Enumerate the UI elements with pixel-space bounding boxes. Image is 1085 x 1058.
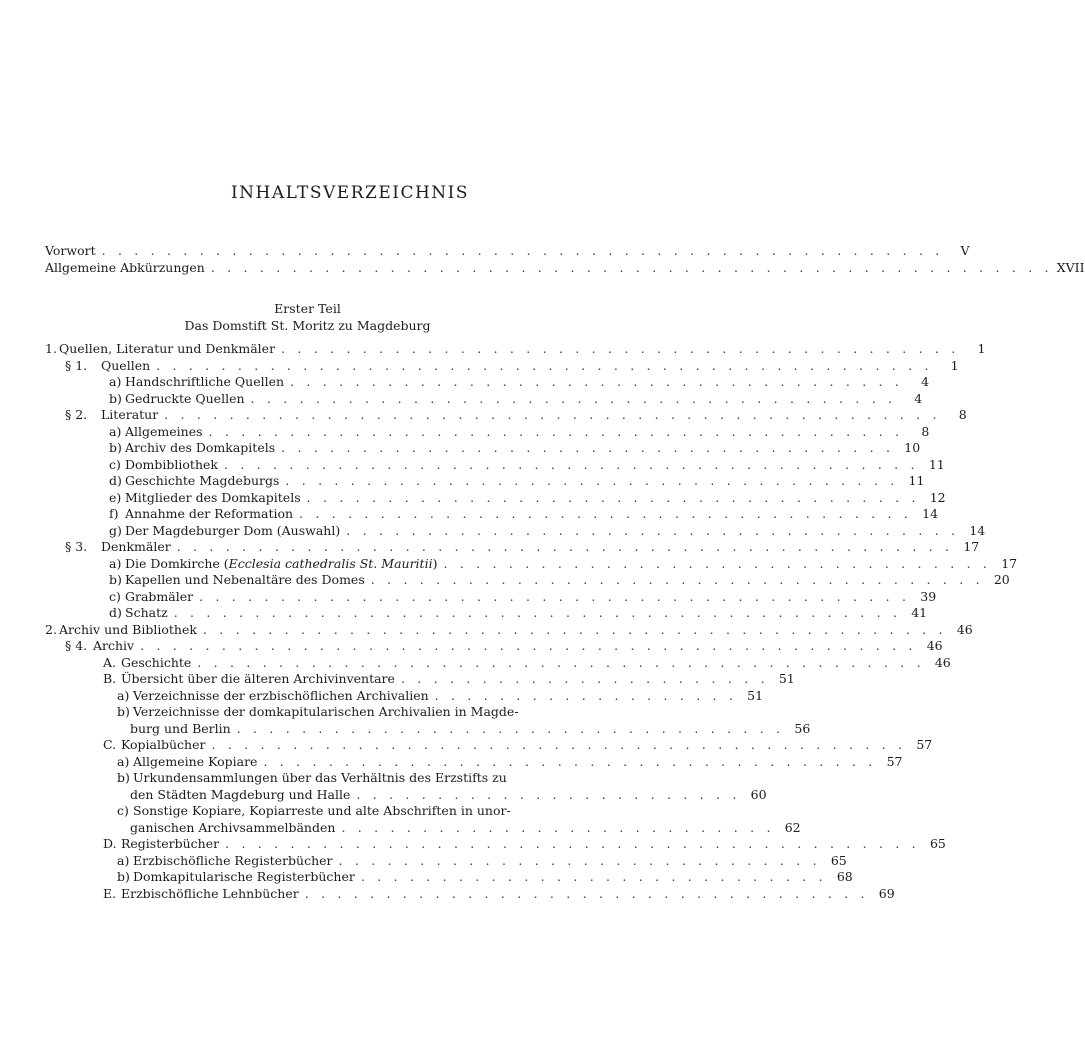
toc-entry-text: Gedruckte Quellen bbox=[125, 390, 245, 406]
toc-page-number: 10 bbox=[904, 440, 921, 455]
toc-entry-text: Allgemeine Kopiare bbox=[133, 753, 258, 769]
dot-leader: . . . . . . . . . . . . . . . . . . . . . . . . . . . . . . . . . . . . . . bbox=[290, 374, 904, 389]
toc-entry-text: Literatur bbox=[101, 407, 159, 422]
toc-page-number: 46 bbox=[934, 654, 951, 670]
toc-entry-text: Allgemeine Abkürzungen bbox=[45, 259, 205, 275]
toc-entry-text: Kopialbücher bbox=[121, 737, 206, 752]
toc-page-number: 51 bbox=[778, 671, 795, 686]
toc-entry-text: Mitglieder des Domkapitels bbox=[125, 489, 301, 505]
dot-leader: . . . . . . . . . . . . . . . . . . . . . . . . . . . . . . . . . . . . . . . . . . . . . bbox=[197, 654, 925, 670]
toc-entry-continuation[interactable] bbox=[45, 720, 811, 738]
dot-leader: . . . . . . . . . . . . . . . . . . . . . . . . . . . bbox=[341, 819, 775, 835]
dot-leader: . . . . . . . . . . . . . . . . . . . . . . . . . . . . . . . . . . bbox=[443, 555, 992, 571]
toc-entry-number: a) bbox=[109, 374, 122, 389]
toc-entry-text: Dombibliothek bbox=[125, 456, 218, 472]
toc-entry-number: a) bbox=[117, 753, 130, 769]
toc-entry[interactable] bbox=[45, 885, 895, 903]
toc-entry-text: burg und Berlin bbox=[130, 720, 231, 736]
toc-entry[interactable] bbox=[45, 456, 945, 474]
dot-leader: . . . . . . . . . . . . . . . . . . . . . . . . . . . . . . . . . . . . . . . . . . . . . bbox=[173, 605, 902, 620]
toc-entry-text: ganischen Archivsammelbänden bbox=[130, 819, 336, 835]
toc-entry[interactable] bbox=[45, 654, 951, 672]
toc-entry-text: Registerbücher bbox=[121, 836, 220, 851]
toc-entry[interactable] bbox=[45, 440, 921, 457]
part-title: Das Domstift St. Moritz zu Magdeburg bbox=[184, 318, 431, 333]
dot-leader: . . . . . . . . . . . . . . . . . . . . . . . . . . . . . . . . . . . . . . . . . . . . . . bbox=[202, 621, 947, 637]
dot-leader: . . . . . . . . . . . . . . . . . . . . . . . . . . . . . . . . . . . . . . bbox=[263, 753, 877, 769]
toc-page-number: 14 bbox=[969, 522, 986, 538]
toc-entry-number: e) bbox=[109, 489, 122, 505]
dot-leader: . . . . . . . . . . . . . . . . . . . . . . . . . . . . . . . . . . . . . . . . . . bbox=[281, 341, 960, 356]
dot-leader: . . . . . . . . . . . . . . . . . . . . . . . . . . . . . . . . . . . . . . . . . . . . . . . . bbox=[140, 638, 917, 653]
toc-entry[interactable] bbox=[45, 605, 928, 622]
dot-leader: . . . . . . . . . . . . . . . . . . . . . . . . . . . . . . . . . . . . . . bbox=[281, 440, 895, 455]
toc-entry-text: Geschichte Magdeburgs bbox=[125, 473, 280, 488]
dot-leader: . . . . . . . . . . . . . . . . . . . bbox=[434, 687, 738, 703]
toc-entry-number: b) bbox=[109, 572, 122, 587]
dot-leader: . . . . . . . . . . . . . . . . . . . . . . . . . . . . . . . . . . . . . . . . . . . bbox=[208, 423, 904, 439]
toc-entry-number: E. bbox=[103, 885, 117, 901]
toc-entry-number: D. bbox=[103, 836, 117, 851]
toc-page-number: 20 bbox=[993, 572, 1010, 587]
page-title: INHALTSVERZEICHNIS bbox=[230, 183, 470, 203]
toc-entry-text: Allgemeines bbox=[125, 423, 203, 439]
toc-entry-continuation[interactable] bbox=[45, 819, 801, 837]
toc-entry-number: c) bbox=[109, 456, 121, 472]
toc-entry[interactable] bbox=[45, 638, 943, 655]
toc-entry[interactable] bbox=[45, 506, 939, 523]
dot-leader: . . . . . . . . . . . . . . . . . . . . . . . . . . . . . . . . . . . . . . . . . . . bbox=[225, 836, 920, 851]
toc-entry-number: § 4. bbox=[65, 638, 88, 653]
part-heading bbox=[45, 300, 570, 334]
toc-entry-number: a) bbox=[109, 423, 122, 439]
toc-entry-text: Archiv bbox=[93, 638, 135, 653]
dot-leader: . . . . . . . . . . . . . . . . . . . . . . . . . . . . . . . . . . . . . . . . . . . . . . . . bbox=[164, 407, 941, 422]
toc-entry-number: c) bbox=[109, 588, 121, 604]
toc-page-number: 4 bbox=[921, 374, 930, 389]
dot-leader: . . . . . . . . . . . . . . . . . . . . . . . . . . . . . . bbox=[338, 852, 821, 868]
toc-entry-text: Urkundensammlungen über das Verhältnis des Erzstifts zu bbox=[133, 770, 507, 785]
front-matter-list bbox=[45, 243, 1085, 276]
dot-leader: . . . . . . . . . . . . . . . . . . . . . . . . . . . . . . . . . . bbox=[236, 720, 785, 736]
toc-entry-number: § 1. bbox=[65, 357, 88, 373]
toc-entry-number: B. bbox=[103, 671, 117, 686]
toc-entry[interactable] bbox=[45, 869, 853, 886]
toc-entry-number: a) bbox=[109, 555, 122, 571]
toc-entry-number: a) bbox=[117, 852, 130, 868]
toc-entry[interactable] bbox=[45, 374, 930, 391]
toc-entry-number: 2. bbox=[45, 621, 57, 637]
toc-entry-number: d) bbox=[109, 473, 122, 488]
toc-entry[interactable] bbox=[45, 621, 973, 639]
toc-entry-text: Annahme der Reformation bbox=[125, 506, 294, 521]
toc-page-number: 62 bbox=[784, 819, 801, 835]
toc-entry-text: Denkmäler bbox=[101, 539, 171, 554]
toc-entry-vorwort[interactable] bbox=[45, 243, 970, 260]
dot-leader: . . . . . . . . . . . . . . . . . . . . . . . . . . . . . . . . . . . . . . bbox=[285, 473, 899, 488]
toc-page-number: 57 bbox=[916, 737, 933, 752]
toc-text-italic: Ecclesia cathedralis St. Mauritii bbox=[228, 555, 433, 571]
toc-entry-number: C. bbox=[103, 737, 117, 752]
toc-page-number: 65 bbox=[830, 852, 847, 868]
toc-entry-text: Übersicht über die älteren Archivinventare bbox=[121, 671, 395, 686]
toc-entry-text: Archiv und Bibliothek bbox=[59, 621, 197, 637]
toc-page-number: 46 bbox=[926, 638, 943, 653]
toc-entry[interactable] bbox=[45, 687, 764, 705]
toc-entry[interactable] bbox=[45, 555, 1018, 573]
toc-page-number: 17 bbox=[963, 539, 980, 554]
dot-leader: . . . . . . . . . . . . . . . . . . . . . . . . . . . . . . . . . . . bbox=[304, 885, 869, 901]
toc-entry-text: Verzeichnisse der domkapitularischen Archivalien in Magde- bbox=[133, 704, 519, 719]
toc-entry[interactable] bbox=[45, 473, 925, 490]
toc-entry-number: 1. bbox=[45, 341, 57, 356]
toc-entry-text: Archiv des Domkapitels bbox=[125, 440, 276, 455]
toc-page-number: 8 bbox=[921, 423, 930, 439]
dot-leader: . . . . . . . . . . . . . . . . . . . . . . . bbox=[400, 671, 769, 686]
toc-entry-number: b) bbox=[117, 704, 130, 719]
toc-page-number: V bbox=[960, 243, 970, 258]
toc-entry-number: § 2. bbox=[65, 407, 88, 422]
toc-page-number: 12 bbox=[929, 489, 946, 505]
dot-leader: . . . . . . . . . . . . . . . . . . . . . . . . . . . . . . . . . . . . . . . . bbox=[250, 390, 897, 406]
toc-page-number: 1 bbox=[950, 357, 959, 373]
toc-entry-number: d) bbox=[109, 605, 122, 620]
toc-entry[interactable] bbox=[45, 341, 986, 358]
toc-page-number: 60 bbox=[750, 786, 767, 802]
toc-entry[interactable] bbox=[45, 539, 980, 556]
dot-leader: . . . . . . . . . . . . . . . . . . . . . . . . . . . . . . . . . . . . . . bbox=[346, 522, 960, 538]
toc-entry[interactable] bbox=[45, 588, 937, 606]
toc-page-number: 39 bbox=[920, 588, 937, 604]
dot-leader: . . . . . . . . . . . . . . . . . . . . . . . . . . . . . . . . . . . . . . . . . . . . . . . . . . . . bbox=[210, 259, 1053, 275]
toc-page-number: 11 bbox=[928, 456, 945, 472]
toc-page-number: 56 bbox=[794, 720, 811, 736]
toc-entry-text: Der Magdeburger Dom (Auswahl) bbox=[125, 522, 341, 538]
toc-entry-continuation[interactable] bbox=[45, 786, 767, 804]
toc-entry[interactable] bbox=[45, 836, 946, 853]
toc-entry-text: Erzbischöfliche Registerbücher bbox=[133, 852, 333, 868]
toc-entry-text: Verzeichnisse der erzbischöflichen Archivalien bbox=[133, 687, 429, 703]
dot-leader: . . . . . . . . . . . . . . . . . . . . . . . . . . . . . . . . . . . . . . bbox=[306, 489, 920, 505]
toc-entry[interactable] bbox=[45, 357, 959, 375]
toc-page-number: 4 bbox=[914, 390, 923, 406]
dot-leader: . . . . . . . . . . . . . . . . . . . . . . . . . . . . . bbox=[360, 869, 827, 884]
toc-entry-number: b) bbox=[117, 770, 130, 785]
toc-text-post: ) bbox=[432, 555, 438, 571]
dot-leader: . . . . . . . . . . . . . . . . . . . . . . . . . . . . . . . . . . . . . . . . . . . . . . . . . . . . bbox=[101, 243, 944, 258]
toc-entry-text bbox=[125, 556, 443, 573]
toc-list bbox=[45, 341, 1018, 902]
toc-page-number: 8 bbox=[958, 407, 967, 422]
toc-entry-number: g) bbox=[109, 522, 122, 538]
toc-entry[interactable] bbox=[45, 737, 933, 754]
toc-entry-number: a) bbox=[117, 687, 130, 703]
toc-entry-text: Sonstige Kopiare, Kopiarreste und alte Abschriften in unor- bbox=[133, 803, 511, 818]
toc-entry-text: Grabmäler bbox=[125, 588, 194, 604]
toc-entry[interactable] bbox=[45, 489, 946, 507]
toc-entry[interactable] bbox=[45, 423, 930, 441]
toc-entry-text: Domkapitularische Registerbücher bbox=[133, 869, 355, 884]
toc-page-number: 41 bbox=[911, 605, 928, 620]
toc-entry-text: Kapellen und Nebenaltäre des Domes bbox=[125, 572, 365, 587]
dot-leader: . . . . . . . . . . . . . . . . . . . . . . . . bbox=[356, 786, 741, 802]
toc-entry[interactable] bbox=[45, 671, 795, 688]
toc-page-number: 51 bbox=[747, 687, 764, 703]
toc-entry[interactable] bbox=[45, 704, 570, 721]
toc-entry-number: f) bbox=[109, 506, 119, 521]
toc-page-number: 11 bbox=[908, 473, 925, 488]
toc-text-pre: Die Domkirche ( bbox=[125, 555, 229, 571]
toc-page-number: 14 bbox=[922, 506, 939, 521]
toc-entry[interactable] bbox=[45, 390, 923, 408]
toc-entry[interactable] bbox=[45, 407, 967, 424]
toc-entry[interactable] bbox=[45, 852, 847, 870]
toc-entry-text: Geschichte bbox=[121, 654, 192, 670]
dot-leader: . . . . . . . . . . . . . . . . . . . . . . . . . . . . . . . . . . . . . . bbox=[299, 506, 913, 521]
toc-entry[interactable] bbox=[45, 753, 903, 771]
dot-leader: . . . . . . . . . . . . . . . . . . . . . . . . . . . . . . . . . . . . . . . . . . . . . . . . bbox=[156, 357, 933, 373]
toc-entry-text: Erzbischöfliche Lehnbücher bbox=[121, 885, 299, 901]
dot-leader: . . . . . . . . . . . . . . . . . . . . . . . . . . . . . . . . . . . . . . . . . . . . bbox=[199, 588, 911, 604]
toc-entry[interactable] bbox=[45, 522, 986, 540]
toc-page-number: 69 bbox=[878, 885, 895, 901]
toc-page-number: 17 bbox=[1001, 555, 1018, 571]
toc-entry-number: b) bbox=[109, 390, 122, 406]
toc-entry[interactable] bbox=[45, 770, 570, 787]
toc-page-number: 1 bbox=[977, 341, 986, 356]
dot-leader: . . . . . . . . . . . . . . . . . . . . . . . . . . . . . . . . . . . . . . bbox=[370, 572, 984, 587]
toc-page-number: 65 bbox=[929, 836, 946, 851]
dot-leader: . . . . . . . . . . . . . . . . . . . . . . . . . . . . . . . . . . . . . . . . . . . bbox=[211, 737, 907, 752]
part-label: Erster Teil bbox=[274, 301, 341, 316]
toc-page-number: 68 bbox=[836, 869, 853, 884]
toc-entry-number: § 3. bbox=[65, 539, 88, 554]
toc-entry-text: den Städten Magdeburg und Halle bbox=[130, 786, 351, 802]
toc-entry-text: Vorwort bbox=[45, 243, 96, 258]
toc-entry-text: Handschriftliche Quellen bbox=[125, 374, 285, 389]
toc-page-number: 46 bbox=[956, 621, 973, 637]
toc-page-number: 57 bbox=[886, 753, 903, 769]
toc-entry-number: A. bbox=[103, 654, 117, 670]
toc-entry[interactable] bbox=[45, 803, 570, 820]
toc-page-number: XVII bbox=[1056, 259, 1085, 275]
toc-entry-abkuerzungen[interactable] bbox=[45, 259, 1085, 277]
toc-entry-text: Schatz bbox=[125, 605, 168, 620]
toc-entry-number: b) bbox=[117, 869, 130, 884]
toc-entry[interactable] bbox=[45, 572, 1010, 589]
dot-leader: . . . . . . . . . . . . . . . . . . . . . . . . . . . . . . . . . . . . . . . . . . . bbox=[223, 456, 919, 472]
toc-entry-text: Quellen, Literatur und Denkmäler bbox=[59, 341, 276, 356]
toc-entry-number: b) bbox=[109, 440, 122, 455]
toc-entry-text: Quellen bbox=[101, 357, 151, 373]
dot-leader: . . . . . . . . . . . . . . . . . . . . . . . . . . . . . . . . . . . . . . . . . . . . . . . . bbox=[176, 539, 954, 554]
toc-entry-number: c) bbox=[117, 803, 129, 818]
